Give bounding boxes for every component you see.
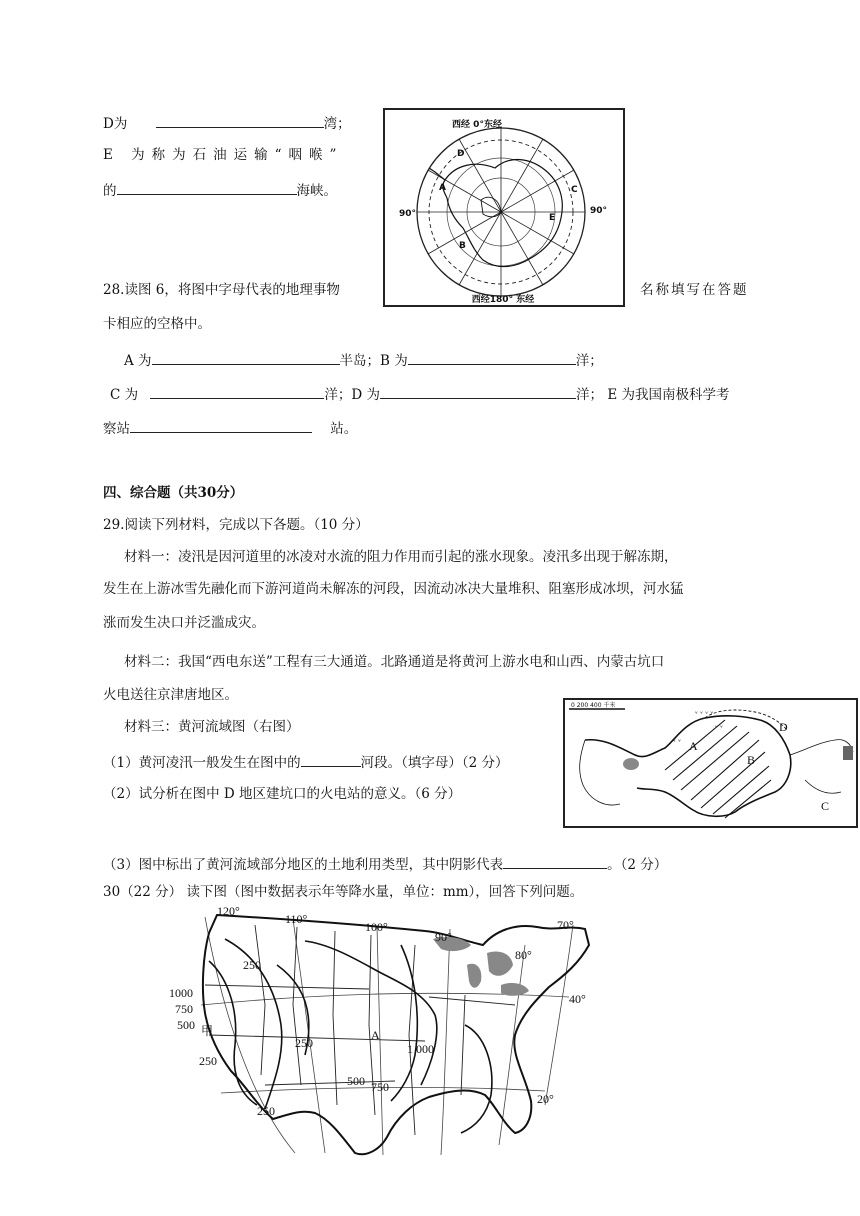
svg-text:ᵛ ᵛ: ᵛ ᵛ [715,724,724,732]
svg-text:ᵛ ᵛ ᵛ ᵛ: ᵛ ᵛ ᵛ ᵛ [695,710,714,718]
q29-material1-line2: 发生在上游冰雪先融化而下游河道尚未解冻的河段，因流动冰决大量堆积、阻塞形成冰坝，河水猛 [103,581,684,597]
q29-material1-line3: 涨而发生决口并泛滥成灾。 [103,615,265,631]
lat-40: 40° [569,992,586,1006]
answer-blank-e-strait[interactable] [117,180,297,195]
svg-text:ᵛ ᵛ: ᵛ ᵛ [673,738,682,746]
q29-material2-line2: 火电送往京津唐地区。 [103,687,238,703]
q29-sub1: （1）黄河凌汛一般发生在图中的 河段。（填字母）（2 分） [103,752,508,771]
lon-110: 110° [285,912,308,926]
point-jia: 甲 [201,1024,214,1038]
isohyet-250-north: 250 [243,958,261,972]
lat-20: 20° [537,1092,554,1106]
answer-blank-q29-1[interactable] [301,752,361,767]
fig6-letter-e: E [549,213,556,223]
fig6-letter-d: D [457,149,465,159]
isohyet-250-west: 250 [199,1054,217,1068]
fig6-letter-a: A [439,183,446,193]
q29-material3: 材料三：黄河流域图（右图） [124,719,300,735]
yr-letter-a: A [689,739,698,753]
q29-sub3: （3）图中标出了黄河流域部分地区的土地利用类型，其中阴影代表 。（2 分） [103,854,667,873]
yellow-river-figure [563,698,858,828]
isohyet-1000-east: 1 000 [407,1042,434,1056]
q28-line-ab: A 为 半岛；B 为 洋； [124,350,603,369]
q28-stem-line2: 卡相应的空格中。 [103,316,211,332]
answer-blank-c-ocean[interactable] [150,384,324,399]
lon-90: 90° [435,930,452,944]
fig6-bottom-label: 西经180° 东经 [471,295,535,305]
answer-blank-q29-3[interactable] [503,854,607,869]
scale-label: 0 200 400 千米 [571,702,616,709]
q29-stem: 29.阅读下列材料，完成以下各题。（10 分） [103,517,369,533]
fig6-top-label: 西经 0°东经 [452,120,502,130]
isohyet-250-south: 250 [257,1104,275,1118]
antarctica-map [385,110,623,305]
isohyet-250-mid: 250 [295,1036,313,1050]
q29-sub2: （2）试分析在图中 D 地区建坑口的火电站的意义。（6 分） [103,786,462,802]
q27-d-line: D为 湾； [103,113,351,132]
isohyet-1000-west: 1000 [169,986,193,1000]
isohyet-500-south: 500 [347,1074,365,1088]
lon-80: 80° [515,948,532,962]
answer-blank-b-ocean[interactable] [408,350,576,365]
answer-blank-d-ocean[interactable] [380,384,576,399]
fig6-right-label: 90° [590,206,608,216]
q27-e-line2: 的 海峡。 [103,180,337,199]
q30-stem: 30（22 分） 读下图（图中数据表示年等降水量，单位：mm），回答下列问题。 [103,884,584,900]
fig6-letter-b: B [459,241,466,251]
q28-stem: 28.读图 6，将图中字母代表的地理事物 [103,282,340,298]
yr-letter-d: D [779,720,788,734]
us-precipitation-figure [165,905,605,1160]
lon-120: 120° [217,905,240,918]
q28-line-e: 察站 站。 [103,418,357,437]
yr-letter-b: B [747,753,756,767]
answer-blank-d-bay[interactable] [156,113,324,128]
lon-70: 70° [557,918,574,932]
q27-e-line: E 为称为石油运输“咽喉” [103,147,344,163]
q29-material1: 材料一：凌汛是因河道里的冰凌对水流的阻力作用而引起的涨水现象。凌汛多出现于解冻期， [124,549,678,565]
isohyet-750-west: 750 [175,1002,193,1016]
q28-line-cde: C 为 洋；D 为 洋； E 为我国南极科学考 [110,384,729,403]
lon-100: 100° [365,920,388,934]
isohyet-750-south: 750 [371,1080,389,1094]
yellow-river-map [565,700,856,826]
q29-material2: 材料二：我国“西电东送”工程有三大通道。北路通道是将黄河上游水电和山西、内蒙古坑口 [124,654,665,670]
answer-blank-e-station[interactable] [130,418,312,433]
fig6-letter-c: C [571,185,578,195]
yr-letter-c: C [821,799,830,813]
point-a: A [371,1028,380,1042]
answer-blank-a-peninsula[interactable] [152,350,340,365]
us-precipitation-map [165,905,605,1160]
isohyet-500-west: 500 [177,1018,195,1032]
fig6-left-label: 90° [399,209,417,219]
antarctica-figure [383,108,625,307]
q28-stem-right: 名称填写在答题 [640,282,749,298]
section-title: 四、综合题（共30分） [103,485,244,501]
